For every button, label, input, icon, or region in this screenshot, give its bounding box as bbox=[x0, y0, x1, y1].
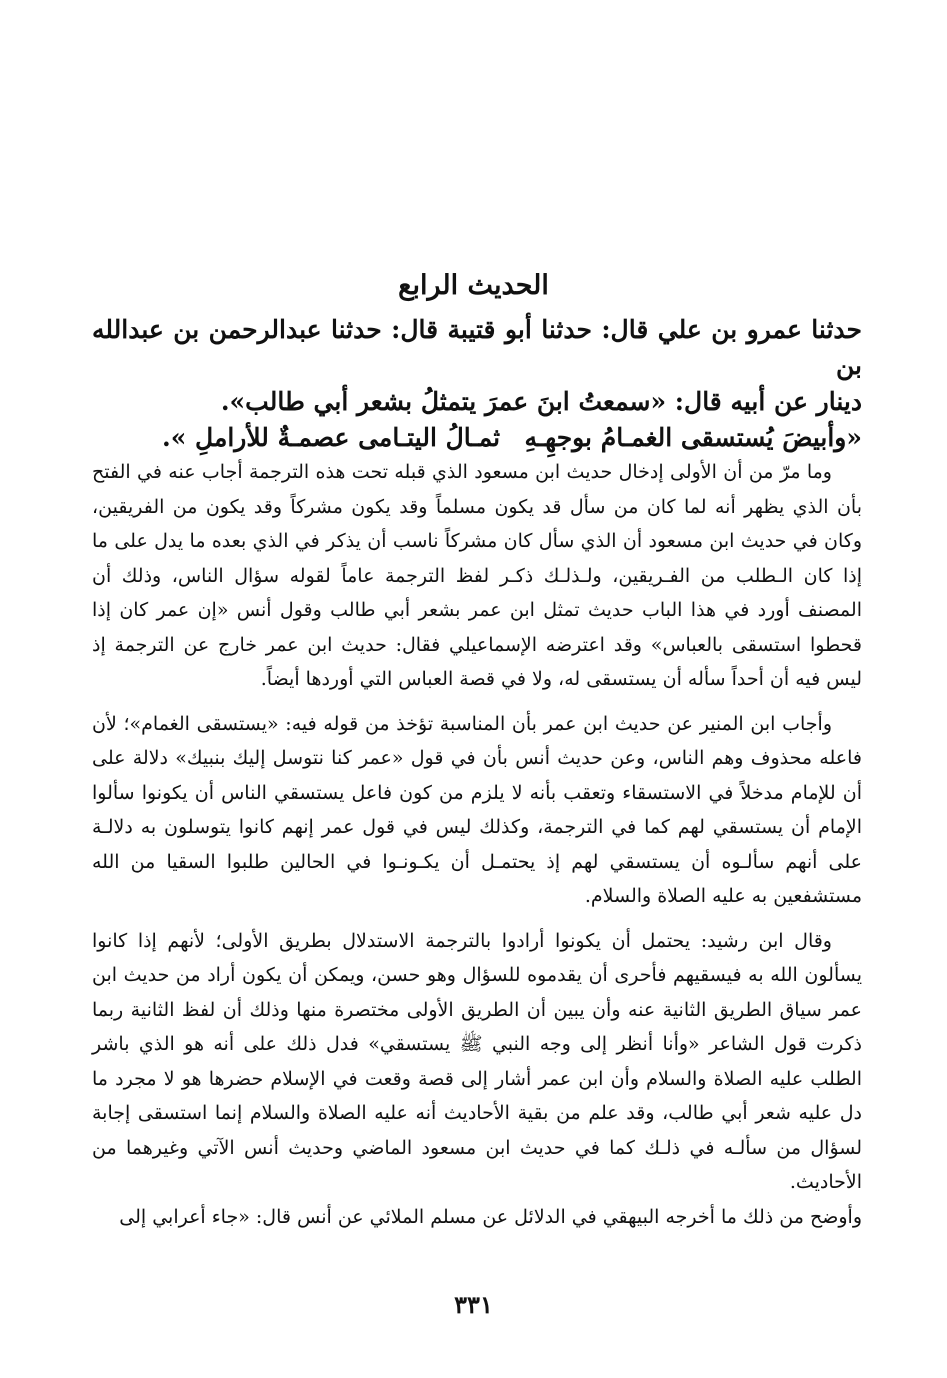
commentary-body bbox=[92, 455, 862, 1244]
hadith-block bbox=[92, 312, 862, 456]
verse-second-hemistich: ثمـالُ اليتـامى عصمـةٌ للأراملِ ». bbox=[162, 423, 501, 452]
poetry-verse bbox=[162, 420, 862, 456]
verse-first-hemistich-text: وأبيضَ يُستسقى الغمـامُ بوجهِـهِ bbox=[524, 423, 847, 452]
isnad-line-1: حدثنا عمرو بن علي قال: حدثنا أبو قتيبة قال: حدثنا عبدالرحمن بن عبدالله بن bbox=[92, 315, 862, 380]
commentary-paragraph: وأوضح من ذلك ما أخرجه البيهقي في الدلائل عن مسلم الملائي عن أنس قال: «جاء أعرابي إلى bbox=[119, 1205, 862, 1228]
isnad-line-2: دينار عن أبيه قال: «سمعتُ ابنَ عمرَ يتمثلُ بشعر أبي طالب». bbox=[220, 387, 862, 416]
page-number: ٣٣١ bbox=[454, 1290, 493, 1319]
section-heading: الحديث الرابع bbox=[398, 270, 549, 301]
verse-open-quote: « bbox=[846, 423, 862, 452]
verse-first-hemistich bbox=[524, 420, 862, 456]
commentary-paragraph: وأجاب ابن المنير عن حديث ابن عمر بأن المناسبة تؤخذ من قوله فيه: «يستسقى الغمام»؛ لأن فاعله محذوف وهم الناس، وعن حديث أنس بأن في قول «عمر كنا نتوسل إليك بنبيك» دلالة على أن للإمام مدخلاً في الاستسقاء وتعقب بأنه لا يلزم من كون فاعل يستسقي الناس أن يكونوا سألوا الإمام أن يستسقي لهم كما في الترجمة، وكذلك ليس في قول عمر إنهم كانوا يتوسلون به دلالـة على أنهم سألـوه أن يستسقي لهم إذ يحتمـل أن يكـونـوا في الحالين طلبوا السقيا من الله مستشفعين به عليه الصلاة والسلام. bbox=[92, 712, 862, 907]
commentary-paragraph: وقال ابن رشيد: يحتمل أن يكونوا أرادوا بالترجمة الاستدلال بطريق الأولى؛ لأنهم إذا كانوا يسألون الله به فيسقيهم فأحرى أن يقدموه للسؤال وهو حسن، ويمكن أن يكون أراد من حديث ابن عمر سياق الطريق الثانية عنه وأن يبين أن الطريق الأولى مختصرة منها وذلك أن لفظ الثانية ربما ذكرت قول الشاعر «وأنا أنظر إلى وجه النبي ﷺ يستسقي» فدل ذلك على أنه هو الذي باشر الطلب عليه الصلاة والسلام وأن ابن عمر أشار إلى قصة وقعت في الإسلام حضرها هو لا مجرد ما دل عليه شعر أبي طالب، وقد علم من بقية الأحاديث أنه عليه الصلاة والسلام إنما استسقى إجابة لسؤال من سألـه في ذلـك كما في حديث ابن مسعود الماضي وحديث أنس الآتي وغيرهما من الأحاديث. bbox=[92, 929, 862, 1193]
commentary-paragraph: وما مرّ من أن الأولى إدخال حديث ابن مسعود الذي قبله تحت هذه الترجمة أجاب عنه في الفتح بأن الذي يظهر أنه لما كان من سأل قد يكون مسلماً وقد يكون مشركاً وقد يكون من الفريقين، وكان في حديث ابن مسعود أن الذي سأل كان مشركاً ناسب أن يذكر في الذي بعده ما يدل على ما إذا كان الـطلب من الفـريقين، ولـذلـك ذكـر لفظ الترجمة عاماً لقوله سؤال الناس، وذلك أن المصنف أورد في هذا الباب حديث تمثل ابن عمر بشعر أبي طالب وقول أنس «إن عمر كان إذا قحطوا استسقى بالعباس» وقد اعترضه الإسماعيلي فقال: حديث ابن عمر خارج عن الترجمة إذ ليس فيه أن أحداً سأله أن يستسقى له، ولا في قصة العباس التي أوردها أيضاً. bbox=[92, 461, 862, 690]
